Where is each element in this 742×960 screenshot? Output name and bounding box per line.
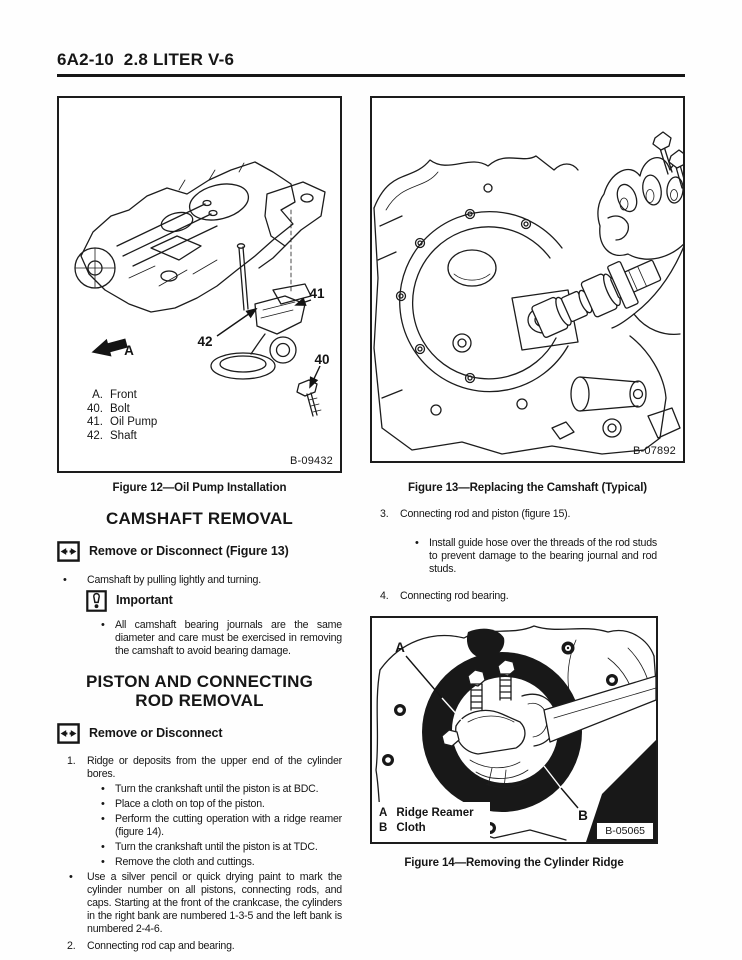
- step-3-bullet: • Install guide hose over the threads of the rod studs to prevent damage to the bearing journal and rod studs.: [415, 537, 657, 576]
- remove-disconnect-row-2: [57, 723, 342, 749]
- camshaft-drawing: [372, 98, 683, 461]
- figure-12-caption: Figure 12—Oil Pump Installation: [112, 482, 287, 494]
- sub-bullet: • Perform the cutting operation with a ridge reamer (figure 14).: [101, 813, 342, 839]
- piston-rod-removal-heading: PISTON AND CONNECTING ROD REMOVAL: [85, 672, 314, 710]
- callout-cloth: B: [578, 808, 588, 823]
- important-bullet: • All camshaft bearing journals are the same diameter and care must be exercised in removing the camshaft to avoid bearing damage.: [101, 619, 342, 658]
- legend-item: 42. Shaft: [87, 429, 137, 442]
- callout-shaft: 42: [197, 334, 213, 349]
- front-direction-arrow: [91, 335, 128, 359]
- figure-12-code: B-09432: [290, 455, 333, 467]
- figure-14-code: B-05065: [596, 822, 654, 840]
- header-rule: [57, 74, 685, 77]
- figure-14-legend-a: A Ridge Reamer: [379, 807, 474, 819]
- sub-bullet: • Turn the crankshaft until the piston is at TDC.: [101, 841, 342, 854]
- remove-disconnect-label: Remove or Disconnect (Figure 13): [89, 544, 289, 558]
- legend-item: A. Front: [92, 389, 137, 401]
- step-4: 4. Connecting rod bearing.: [380, 590, 509, 602]
- callout-ridge-reamer: A: [395, 640, 405, 655]
- figure-14-legend-b: B Cloth: [379, 822, 426, 834]
- figure-12-box: [57, 96, 342, 473]
- sub-bullet: • Place a cloth on top of the piston.: [101, 798, 342, 811]
- camshaft-bullet: • Camshaft by pulling lightly and turning.: [63, 574, 342, 587]
- sub-bullet: • Turn the crankshaft until the piston is at BDC.: [101, 783, 342, 796]
- page-title: 6A2-10 2.8 LITER V-6: [57, 50, 235, 69]
- right-column: [370, 96, 685, 869]
- page-header: [57, 50, 685, 77]
- figure-13-box: [370, 96, 685, 463]
- cylinder-ridge-drawing: [372, 618, 656, 842]
- important-row: [86, 590, 342, 617]
- step-1-sublist: [57, 783, 342, 869]
- remove-disconnect-row: [57, 541, 342, 567]
- callout-oil-pump: 41: [309, 286, 325, 301]
- remove-disconnect-icon: [57, 541, 80, 567]
- left-column: [57, 96, 342, 953]
- step-3: 3. Connecting rod and piston (figure 15).: [380, 508, 571, 520]
- legend-item: 40. Bolt: [87, 402, 130, 415]
- legend-item: 41. Oil Pump: [87, 416, 158, 428]
- callout-bolt: 40: [314, 352, 330, 367]
- important-icon: [86, 590, 107, 617]
- figure-13-code: B-07892: [633, 445, 676, 457]
- step-2: 2. Connecting rod cap and bearing.: [67, 940, 235, 952]
- important-label: Important: [116, 593, 173, 607]
- camshaft-removal-heading: CAMSHAFT REMOVAL: [105, 509, 294, 528]
- figure-14-box: [370, 616, 658, 844]
- callout-front: A: [124, 343, 134, 358]
- figure-13-caption: Figure 13—Replacing the Camshaft (Typical): [407, 482, 648, 494]
- marking-bullet: • Use a silver pencil or quick drying paint to mark the cylinder number on all pistons, connecting rods, and caps. Starting at the front of the crankcase, the cylinders in the right bank are numbered 1-3-5 and the left bank is numbered 2-4-6.: [67, 871, 342, 936]
- step-1: 1. Ridge or deposits from the upper end of the cylinder bores.: [67, 755, 342, 780]
- remove-disconnect-icon: [57, 723, 80, 749]
- figure-14-caption: Figure 14—Removing the Cylinder Ridge: [404, 857, 624, 869]
- sub-bullet: • Remove the cloth and cuttings.: [101, 856, 342, 869]
- figure-12-legend: [79, 389, 157, 443]
- remove-disconnect-label-2: Remove or Disconnect: [89, 726, 223, 740]
